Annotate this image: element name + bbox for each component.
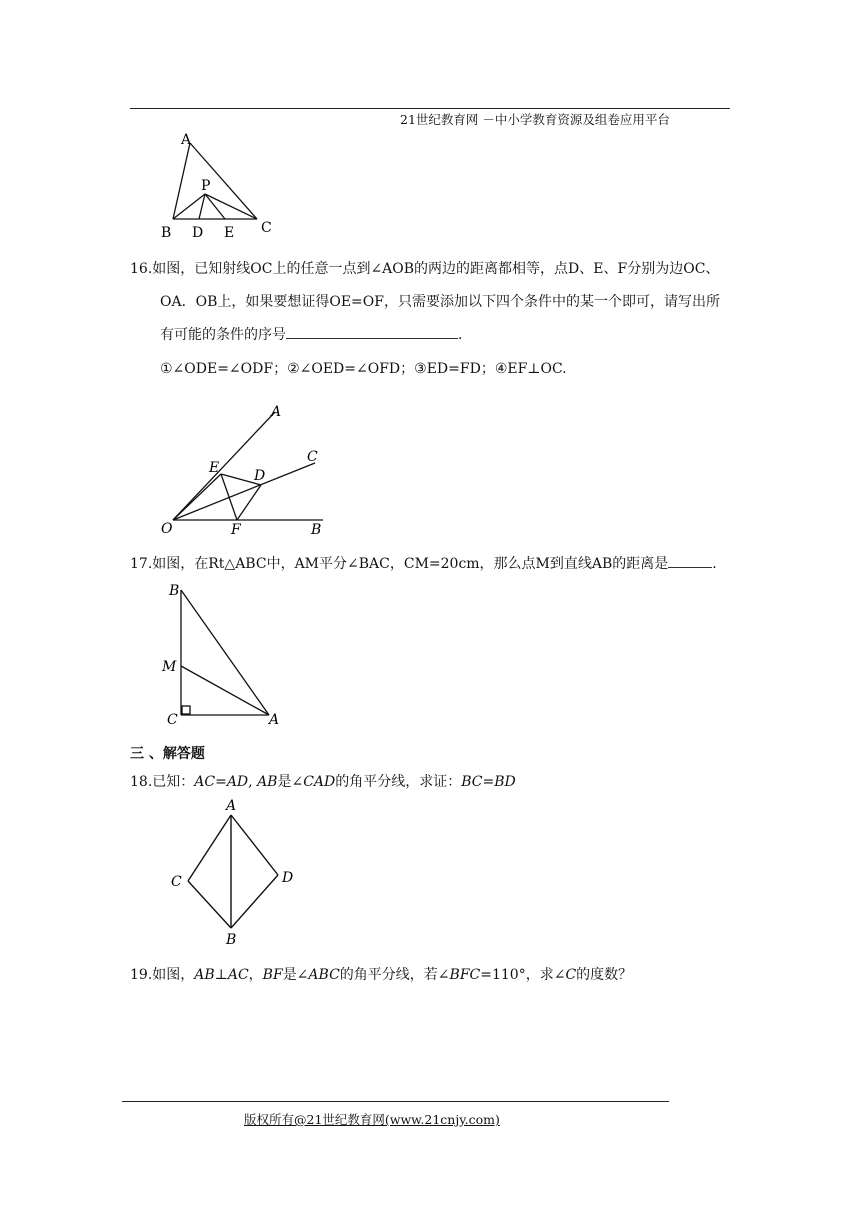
q16-line3	[160, 324, 462, 344]
q16-line3-text: 有可能的条件的序号	[160, 327, 286, 343]
q18-goal: BC=BD	[461, 774, 516, 790]
fig17-label-c: C	[167, 712, 178, 728]
figure-q15	[155, 128, 285, 243]
q19-sep: ，	[248, 967, 263, 983]
figure-q16	[155, 400, 335, 540]
fig17-label-b: B	[169, 583, 180, 599]
fig17-label-m: M	[162, 659, 177, 675]
fig15-label-a: A	[181, 132, 192, 148]
fig15-label-e: E	[224, 225, 235, 241]
fig18-label-c: C	[171, 874, 182, 890]
fig16-label-o: O	[161, 521, 173, 537]
q16-line2: OA．OB上，如果要想证得OE=OF，只需要添加以下四个条件中的某一个即可，请写出所	[160, 294, 720, 310]
q18-mid2: 的角平分线，求证：	[335, 774, 462, 790]
q16-answer-blank[interactable]	[286, 325, 458, 339]
fig16-label-c: C	[307, 449, 318, 465]
q19-cond1: AB	[194, 967, 215, 983]
q17-text	[130, 553, 717, 573]
q18-text	[130, 771, 516, 791]
fig15-label-d: D	[192, 225, 204, 241]
fig18-label-b: B	[226, 932, 237, 948]
fig16-label-a: A	[271, 404, 282, 420]
header-site: 21世纪教育网 －中小学教育资源及组卷应用平台	[400, 112, 670, 127]
q19-mid: 是∠	[282, 967, 309, 983]
q19-perp: ⊥	[214, 967, 228, 983]
q18-mid: 是∠	[277, 774, 304, 790]
fig18-label-a: A	[226, 798, 237, 814]
q19-value: =110°，求∠	[480, 967, 566, 983]
fig15-label-p: P	[201, 178, 211, 194]
q19-tail: 的度数？	[576, 967, 633, 983]
q18-cond2: AB	[257, 774, 278, 790]
fig15-label-c: C	[261, 220, 272, 236]
q19-mid2: 的角平分线，若∠	[339, 967, 450, 983]
q19-angle2: BFC	[449, 967, 481, 983]
fig16-label-d: D	[254, 468, 266, 484]
q19-angle: ABC	[308, 967, 340, 983]
q19-text	[130, 964, 632, 984]
section-heading: 三 、解答题	[130, 746, 205, 762]
fig18-label-d: D	[282, 870, 294, 886]
figure-q17	[155, 578, 290, 728]
q16-line3-end: .	[458, 327, 463, 343]
fig15-label-b: B	[161, 225, 172, 241]
q19-cond2: BF	[262, 967, 283, 983]
q17-text-body: 17.如图，在Rt△ABC中，AM平分∠BAC，CM=20cm，那么点M到直线AB的距离是	[130, 556, 669, 572]
q17-text-end: .	[712, 556, 717, 572]
q16-options: ①∠ODE=∠ODF；②∠OED=∠OFD；③ED=FD；④EF⊥OC.	[160, 361, 567, 377]
q19-cond1b: AC	[227, 967, 249, 983]
q19-target: C	[565, 967, 577, 983]
header-rule	[130, 108, 730, 109]
footer-copyright[interactable]: 版权所有@21世纪教育网(www.21cnjy.com)	[244, 1112, 500, 1127]
fig17-label-a: A	[269, 712, 280, 728]
fig16-label-e: E	[209, 460, 220, 476]
fig16-label-f: F	[231, 522, 241, 538]
q18-angle: CAD	[303, 774, 336, 790]
q18-prefix: 18.已知：	[130, 774, 195, 790]
footer-rule	[122, 1101, 669, 1102]
fig16-label-b: B	[311, 522, 322, 538]
q18-sep: ,	[248, 774, 253, 790]
q19-prefix: 19.如图，	[130, 967, 195, 983]
q18-cond1: AC=AD	[194, 774, 249, 790]
figure-q18	[160, 793, 305, 948]
q16-line1: 16.如图，已知射线OC上的任意一点到∠AOB的两边的距离都相等，点D、E、F分别为边OC、	[130, 261, 720, 277]
q17-answer-blank[interactable]	[668, 554, 712, 568]
